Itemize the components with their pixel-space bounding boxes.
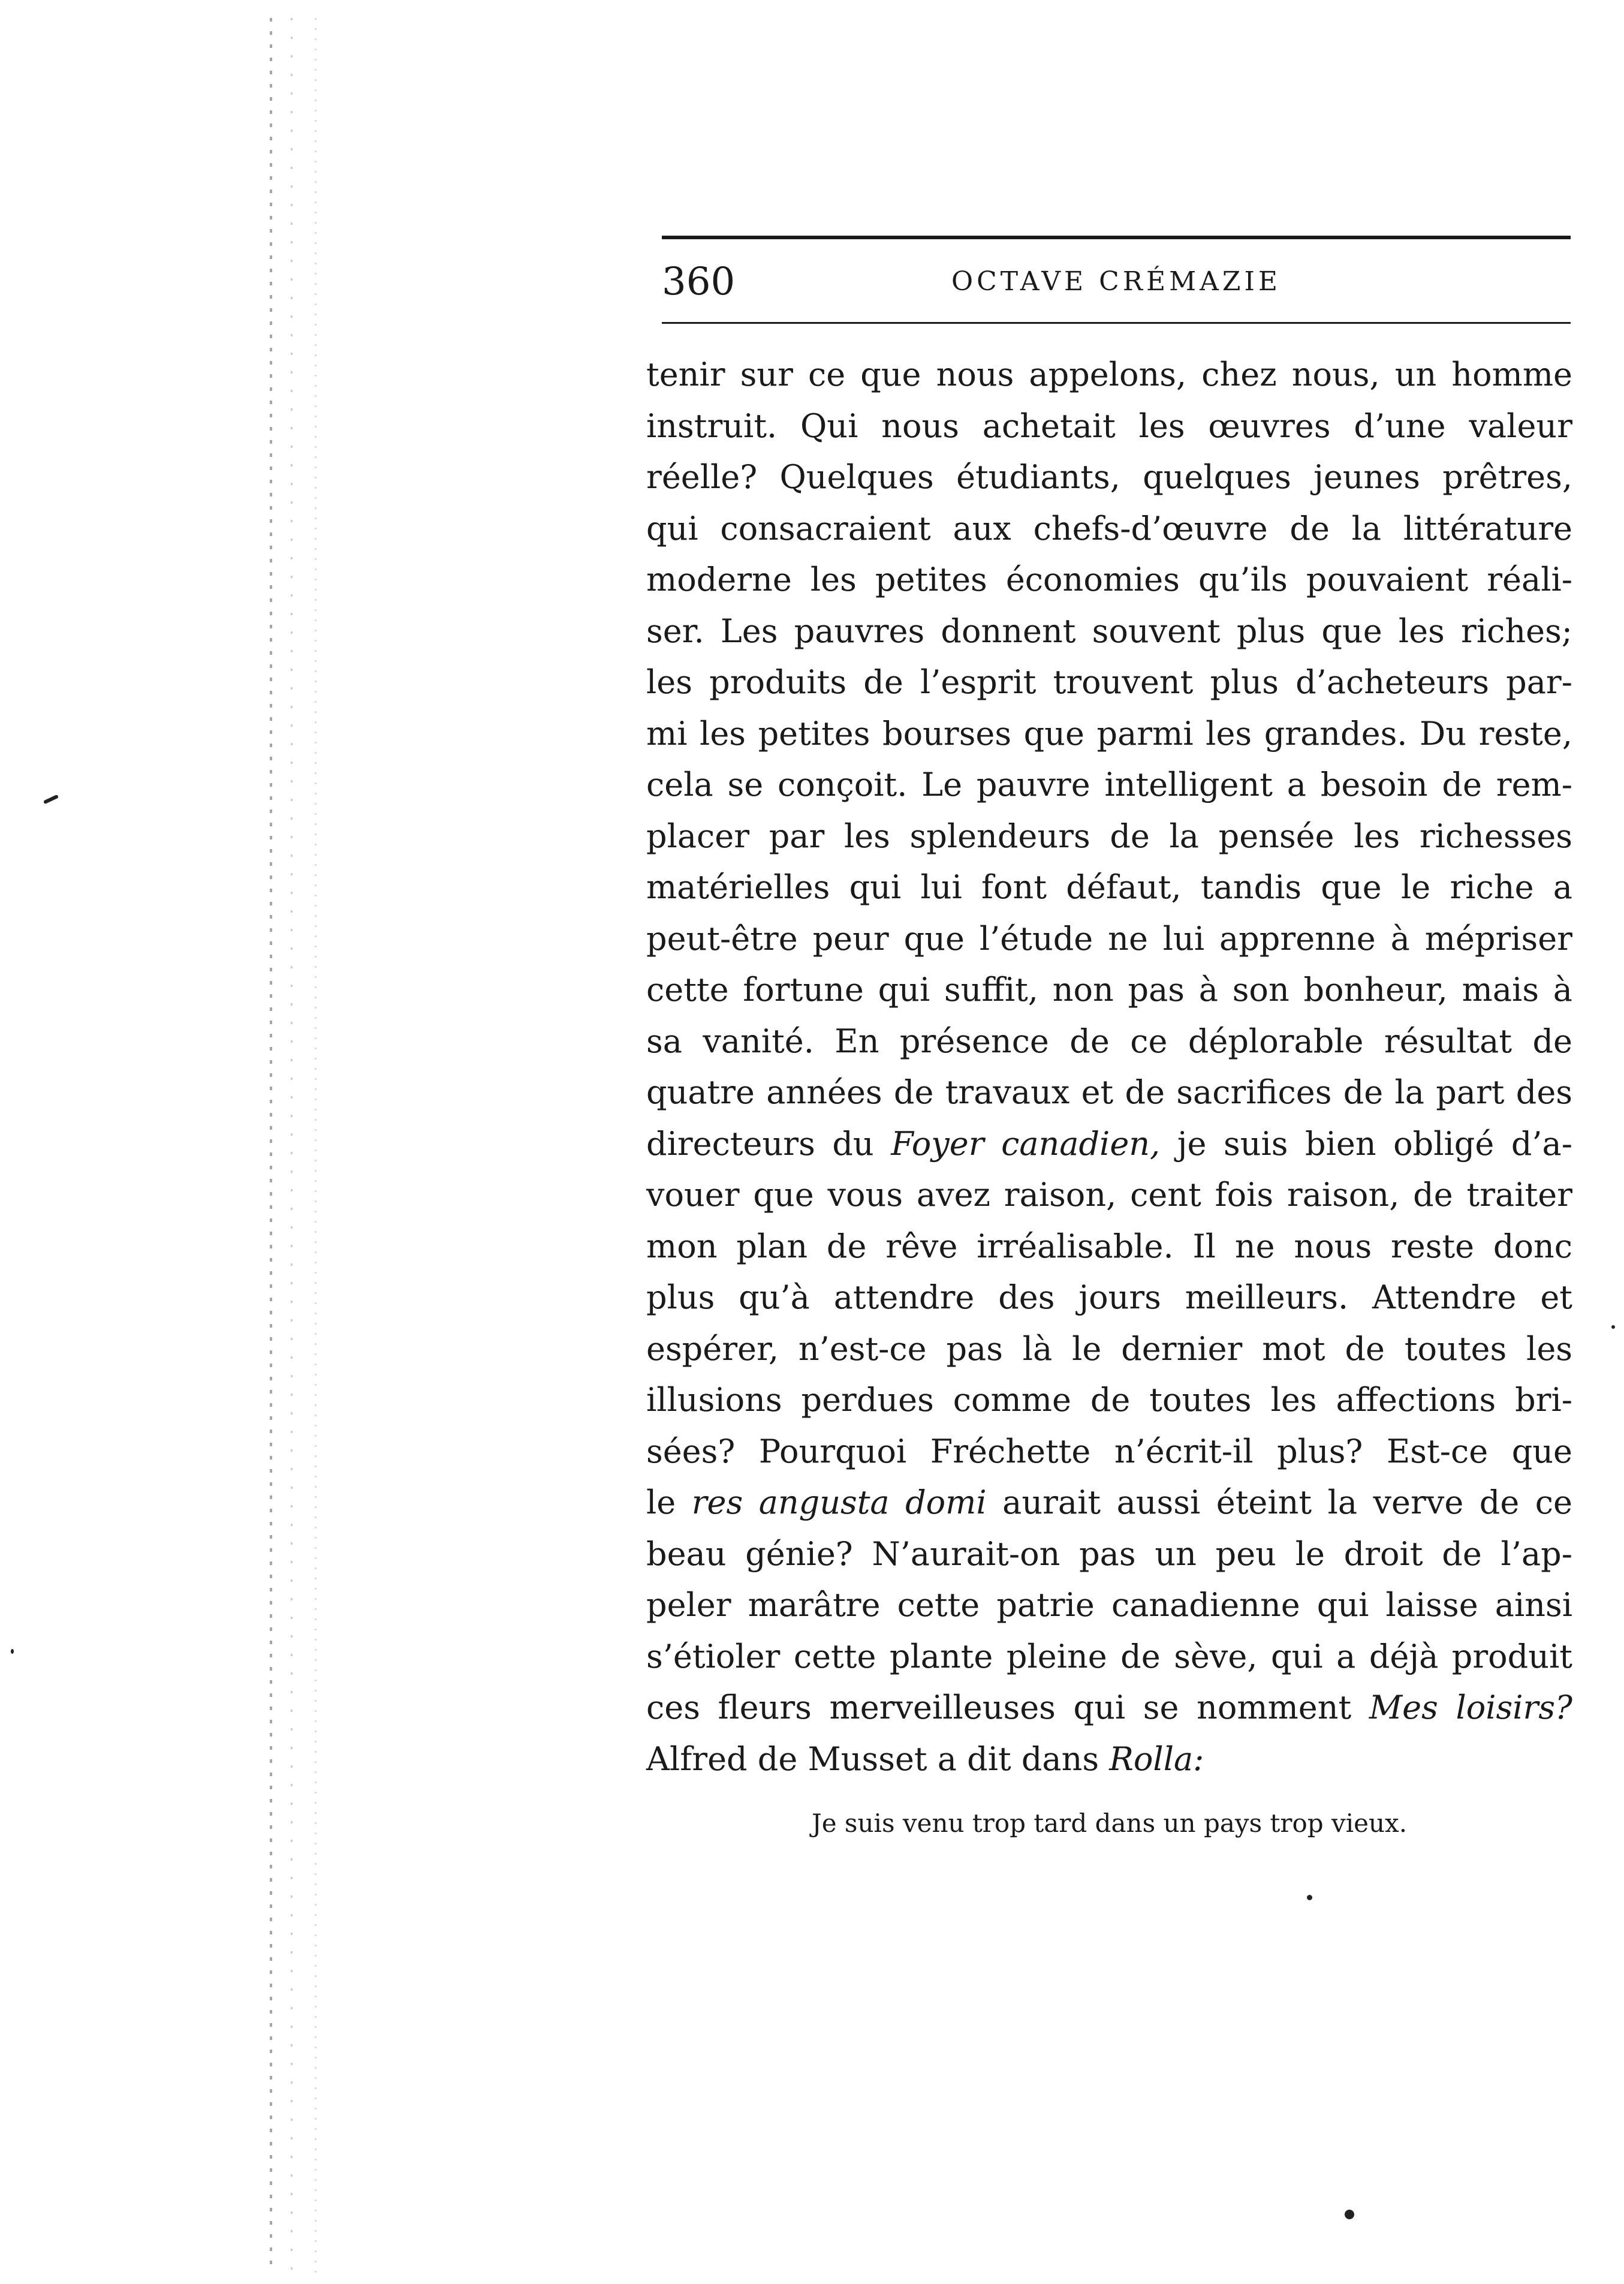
page-header <box>662 252 1571 312</box>
text-line: les produits de l’esprit trouvent plus d’acheteurs par- <box>646 663 1572 701</box>
scan-gutter-noise <box>264 18 330 2273</box>
text-line: s’étioler cette plante pleine de sève, qui a déjà produit <box>646 1637 1572 1675</box>
text-line: cela se conçoit. Le pauvre intelligent a besoin de rem- <box>646 766 1572 804</box>
text-line: illusions perdues comme de toutes les affections bri- <box>646 1381 1572 1419</box>
body-text <box>646 349 1572 1785</box>
text-line: beau génie? N’aurait-on pas un peu le droit de l’ap- <box>646 1534 1572 1573</box>
text-line: matérielles qui lui font défaut, tandis que le riche a <box>646 868 1572 906</box>
text-line: plus qu’à attendre des jours meilleurs. Attendre et <box>646 1278 1572 1316</box>
scan-speck <box>11 1649 14 1654</box>
italic-phrase: res angusta domi <box>691 1483 987 1521</box>
header-bottom-rule <box>662 322 1571 324</box>
text-line: tenir sur ce que nous appelons, chez nous, un homme <box>646 356 1572 393</box>
text-line: ces fleurs merveilleuses qui se nomment Mes loisirs? <box>646 1689 1572 1726</box>
text-line: placer par les splendeurs de la pensée les richesses <box>646 817 1572 855</box>
text-line: sées? Pourquoi Fréchette n’écrit-il plus? Est-ce que <box>646 1432 1572 1470</box>
text-line: instruit. Qui nous achetait les œuvres d’une valeur <box>646 407 1572 445</box>
text-line: mi les petites bourses que parmi les grandes. Du reste, <box>646 714 1572 753</box>
text-line: réelle? Quelques étudiants, quelques jeunes prêtres, <box>646 458 1572 496</box>
text-line: peler marâtre cette patrie canadienne qui laisse ainsi <box>646 1586 1572 1624</box>
scan-speck <box>1345 2210 1354 2219</box>
text-line: sa vanité. En présence de ce déplorable résultat de <box>646 1022 1572 1060</box>
text-line: mon plan de rêve irréalisable. Il ne nous reste donc <box>646 1227 1572 1265</box>
page-number: 360 <box>662 260 736 304</box>
text-line: le res angusta domi aurait aussi éteint la verve de ce <box>646 1483 1572 1521</box>
text-line: directeurs du Foyer canadien, je suis bien obligé d’a- <box>646 1124 1572 1163</box>
italic-title: Foyer canadien, <box>891 1124 1161 1163</box>
text-line: espérer, n’est-ce pas là le dernier mot de toutes les <box>646 1329 1572 1368</box>
text-line: Alfred de Musset a dit dans Rolla: <box>646 1740 1204 1778</box>
text-line: peut-être peur que l’étude ne lui apprenne à mépriser <box>646 919 1572 958</box>
header-top-rule <box>662 236 1571 239</box>
text-line: cette fortune qui suffit, non pas à son bonheur, mais à <box>646 971 1572 1009</box>
italic-title: Mes loisirs? <box>1369 1689 1572 1726</box>
text-line: qui consacraient aux chefs-d’œuvre de la littérature <box>646 509 1572 547</box>
running-title: OCTAVE CRÉMAZIE <box>951 266 1281 297</box>
scan-speck <box>43 795 59 804</box>
text-line: quatre années de travaux et de sacrifices de la part des <box>646 1073 1572 1111</box>
verse-quote: Je suis venu trop tard dans un pays trop vieux. <box>811 1808 1408 1838</box>
text-line: moderne les petites économies qu’ils pouvaient réali- <box>646 561 1572 598</box>
text-line: ser. Les pauvres donnent souvent plus que les riches; <box>646 612 1572 650</box>
text-line: vouer que vous avez raison, cent fois raison, de traiter <box>646 1176 1572 1214</box>
scan-speck <box>1611 1325 1615 1329</box>
italic-title: Rolla: <box>1109 1740 1204 1778</box>
scan-speck <box>1307 1895 1312 1900</box>
